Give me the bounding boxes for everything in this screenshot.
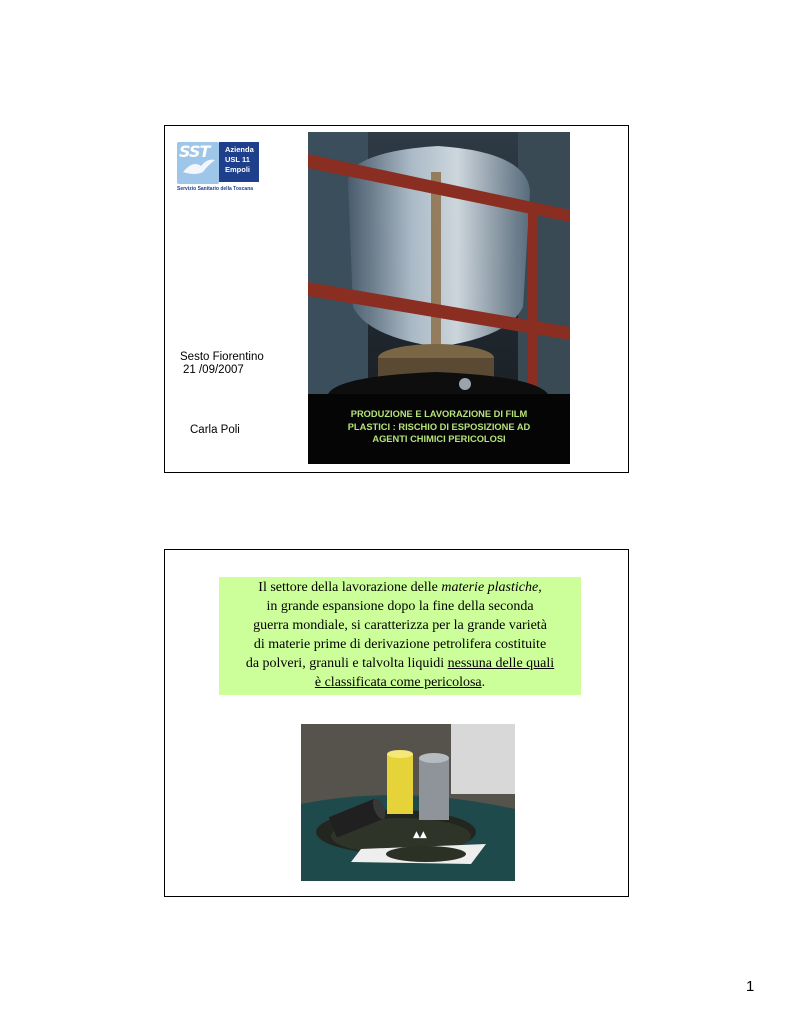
logo-org-line: Azienda bbox=[225, 145, 254, 154]
text-segment: da polveri, granuli e talvolta liquidi bbox=[245, 656, 448, 671]
intro-text-box bbox=[219, 577, 581, 695]
caption-line: AGENTI CHIMICI PERICOLOSI bbox=[372, 434, 506, 444]
logo-caption: Servizio Sanitario della Toscana bbox=[177, 186, 254, 192]
asl-logo bbox=[177, 140, 263, 196]
logo-org-line: USL 11 bbox=[225, 155, 250, 164]
author-text: Carla Poli bbox=[190, 424, 240, 436]
film-blowing-photo bbox=[308, 132, 570, 464]
logo-brand: SST bbox=[179, 142, 210, 161]
text-underlined-segment: è classificata come pericolosa bbox=[314, 675, 482, 690]
text-line bbox=[219, 654, 581, 673]
text-line bbox=[219, 673, 581, 692]
text-italic-segment: materie plastiche bbox=[441, 580, 539, 595]
text-line bbox=[219, 577, 581, 597]
date-text: 21 /09/2007 bbox=[183, 364, 244, 376]
bird-icon bbox=[177, 142, 219, 184]
text-line: in grande espansione dopo la fine della seconda bbox=[266, 599, 534, 614]
svg-text:▲▲: ▲▲ bbox=[413, 830, 427, 840]
sst-logo-mark bbox=[177, 142, 219, 184]
text-line: di materie prime di derivazione petrolifera costituite bbox=[253, 637, 547, 652]
text-segment: Il settore della lavorazione delle bbox=[258, 580, 442, 595]
slide-2 bbox=[164, 549, 629, 897]
place-text: Sesto Fiorentino bbox=[180, 351, 264, 363]
text-line: guerra mondiale, si caratterizza per la grande varietà bbox=[253, 618, 547, 633]
photo-caption bbox=[308, 408, 570, 446]
caption-line: PRODUZIONE E LAVORAZIONE DI FILM bbox=[350, 409, 528, 419]
logo-org-box bbox=[219, 142, 259, 182]
plastic-pellets-photo bbox=[301, 724, 515, 881]
text-segment: . bbox=[481, 675, 486, 690]
text-segment: , bbox=[538, 580, 542, 595]
logo-org-line: Empoli bbox=[225, 165, 251, 174]
text-underlined-segment: nessuna delle quali bbox=[447, 656, 555, 671]
slide-1 bbox=[164, 125, 629, 473]
caption-line: PLASTICI : RISCHIO DI ESPOSIZIONE AD bbox=[347, 421, 531, 432]
plastic-samples-illustration bbox=[301, 724, 515, 881]
page-number: 1 bbox=[746, 978, 755, 995]
